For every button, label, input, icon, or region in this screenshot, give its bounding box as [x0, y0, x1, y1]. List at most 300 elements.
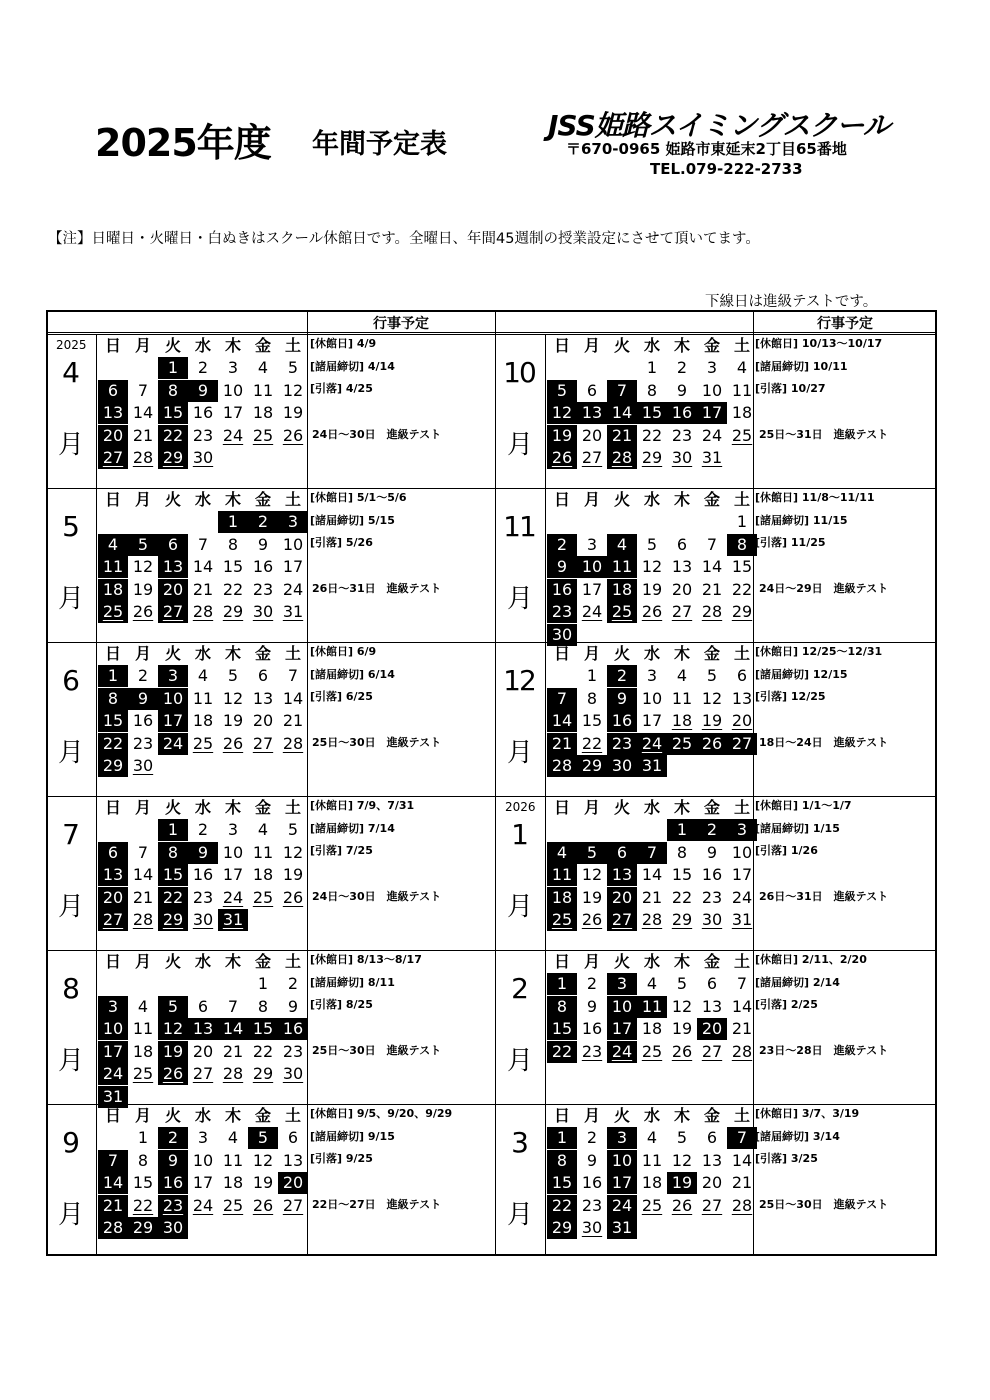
- calendar-day: 15: [547, 1018, 577, 1040]
- calendar-day: 18: [641, 1173, 663, 1193]
- weekday-label: 土: [733, 798, 750, 817]
- calendar-day: 30: [192, 448, 214, 468]
- calendar-day: 26: [547, 447, 577, 469]
- weekday-label: 火: [613, 1106, 630, 1125]
- calendar-day: 28: [132, 448, 154, 468]
- calendar-day: 3: [727, 819, 757, 841]
- weekday-label: 火: [613, 490, 630, 509]
- weekday-label: 月: [583, 336, 600, 355]
- month-year: 2026: [505, 800, 536, 814]
- calendar-day: 8: [547, 1150, 577, 1172]
- calendar-day: 7: [706, 534, 718, 554]
- calendar-day: 25: [547, 909, 577, 931]
- weekday-label: 水: [643, 490, 660, 509]
- promotion-test: 24日～30日 進級テスト: [312, 890, 442, 903]
- calendar-day: 21: [132, 425, 154, 445]
- calendar-day: 6: [706, 974, 718, 993]
- calendar-day: 5: [287, 358, 299, 377]
- calendar-day: 10: [222, 842, 244, 862]
- weekday-label: 火: [164, 952, 181, 971]
- month-label: 月: [57, 1200, 84, 1230]
- calendar-day: 25: [132, 1064, 154, 1084]
- calendar-day: 1: [158, 357, 188, 379]
- calendar-day: 17: [222, 403, 244, 423]
- calendar-day: 10: [577, 556, 607, 578]
- calendar-day: 26: [222, 733, 244, 753]
- calendar-day: 1: [137, 1128, 149, 1147]
- calendar-day: 16: [607, 710, 637, 732]
- column-divider: [495, 312, 496, 1254]
- calendar-day: 14: [641, 865, 663, 885]
- calendar-day: 3: [586, 534, 598, 554]
- calendar-day: 16: [158, 1172, 188, 1194]
- calendar-day: 7: [137, 380, 149, 400]
- calendar-day: 19: [667, 1172, 697, 1194]
- event-line: [諸届締切] 6/14: [310, 667, 395, 681]
- month-number: 6: [62, 664, 80, 697]
- promotion-test: 25日～30日 進級テスト: [312, 1044, 442, 1057]
- calendar-day: 22: [581, 733, 603, 753]
- calendar-day: 30: [282, 1064, 304, 1084]
- calendar-day: 9: [188, 842, 218, 864]
- event-line: [休館日] 3/7、3/19: [755, 1107, 860, 1120]
- events-header-left: 行事予定: [373, 316, 429, 332]
- calendar-day: 16: [581, 1173, 603, 1193]
- calendar-day: 5: [646, 534, 658, 554]
- month-label: 月: [506, 1046, 533, 1076]
- event-line: [諸届締切] 4/14: [310, 359, 395, 373]
- calendar-day: 28: [701, 602, 723, 622]
- calendar-day: 11: [252, 842, 274, 862]
- weekday-label: 水: [643, 644, 660, 663]
- calendar-day: 24: [98, 1063, 128, 1085]
- calendar-day: 18: [222, 1173, 244, 1193]
- weekday-label: 土: [284, 490, 301, 509]
- calendar-day: 12: [158, 1018, 188, 1040]
- calendar-day: 15: [547, 1172, 577, 1194]
- calendar-day: 8: [98, 688, 128, 710]
- calendar-day: 1: [257, 974, 269, 993]
- weekday-label: 日: [104, 952, 121, 971]
- weekday-label: 日: [553, 952, 570, 971]
- calendar-day: 11: [641, 1150, 663, 1170]
- calendar-day: 13: [158, 556, 188, 578]
- calendar-day: 13: [98, 402, 128, 424]
- calendar-day: 20: [697, 1018, 727, 1040]
- calendar-day: 5: [706, 666, 718, 685]
- event-line: [休館日] 7/9、7/31: [310, 799, 415, 812]
- calendar-day: 11: [252, 380, 274, 400]
- event-line: [諸届締切] 1/15: [755, 821, 840, 835]
- event-line: [引落] 12/25: [755, 690, 826, 703]
- calendar-day: 8: [137, 1150, 149, 1170]
- calendar-day: 26: [581, 910, 603, 930]
- calendar-day: 24: [581, 602, 603, 622]
- calendar-day: 18: [641, 1019, 663, 1039]
- calendar-day: 23: [607, 733, 637, 755]
- month-number: 2: [511, 972, 529, 1005]
- calendar-day: 9: [607, 688, 637, 710]
- calendar-day: 31: [98, 1086, 128, 1108]
- calendar-day: 2: [547, 534, 577, 556]
- calendar-day: 19: [252, 1173, 274, 1193]
- weekday-label: 火: [164, 336, 181, 355]
- calendar-day: 7: [98, 1150, 128, 1172]
- weekday-label: 水: [194, 952, 211, 971]
- calendar-day: 19: [282, 403, 304, 423]
- calendar-day: 16: [667, 402, 697, 424]
- weekday-label: 土: [733, 336, 750, 355]
- calendar-day: 10: [607, 996, 637, 1018]
- event-line: [休館日] 12/25～12/31: [755, 645, 883, 658]
- event-line: [引落] 9/25: [310, 1152, 373, 1165]
- calendar-day: 4: [547, 842, 577, 864]
- calendar-day: 26: [282, 425, 304, 445]
- calendar-day: 11: [731, 380, 753, 400]
- calendar-day: 17: [581, 579, 603, 599]
- calendar-day: 13: [607, 864, 637, 886]
- calendar-day: 6: [197, 996, 209, 1016]
- event-line: [諸届締切] 7/14: [310, 821, 395, 835]
- calendar-day: 26: [671, 1041, 693, 1061]
- calendar-day: 13: [188, 1018, 218, 1040]
- month-number: 3: [511, 1126, 529, 1159]
- weekday-label: 月: [583, 798, 600, 817]
- school-address: 〒670-0965 姫路市東延末2丁目65番地: [566, 140, 847, 158]
- month-number: 8: [62, 972, 80, 1005]
- calendar-day: 9: [287, 996, 299, 1016]
- weekday-label: 日: [553, 1106, 570, 1125]
- calendar-day: 24: [607, 1041, 637, 1063]
- calendar-day: 15: [132, 1173, 154, 1193]
- calendar-day: 22: [547, 1041, 577, 1063]
- calendar-day: 16: [547, 579, 577, 601]
- event-line: [引落] 10/27: [755, 382, 826, 395]
- calendar-day: 11: [98, 556, 128, 578]
- weekday-label: 土: [733, 1106, 750, 1125]
- event-line: [休館日] 4/9: [310, 337, 377, 350]
- calendar-day: 20: [701, 1173, 723, 1193]
- calendar-day: 30: [671, 448, 693, 468]
- calendar-day: 10: [222, 380, 244, 400]
- calendar-day: 24: [637, 733, 667, 755]
- calendar-day: 14: [701, 557, 723, 577]
- calendar-day: 5: [676, 974, 688, 993]
- calendar-day: 15: [671, 865, 693, 885]
- weekday-label: 金: [254, 336, 271, 355]
- calendar-day: 7: [137, 842, 149, 862]
- calendar-day: 2: [197, 358, 209, 377]
- promotion-test: 23日～28日 進級テスト: [759, 1044, 889, 1057]
- calendar-day: 9: [676, 380, 688, 400]
- events-list: [755, 1103, 859, 1171]
- weekday-label: 木: [673, 952, 690, 971]
- promotion-test: 25日～31日 進級テスト: [759, 428, 889, 441]
- calendar-day: 10: [641, 688, 663, 708]
- month-label: 月: [506, 892, 533, 922]
- event-line: [休館日] 11/8～11/11: [755, 491, 875, 504]
- calendar-day: 27: [98, 909, 128, 931]
- calendar-day: 2: [158, 1127, 188, 1149]
- event-line: [引落] 1/26: [755, 844, 818, 857]
- weekday-label: 月: [134, 1106, 151, 1125]
- calendar-day: 5: [227, 666, 239, 685]
- school-tel: TEL.079-222-2733: [650, 160, 803, 178]
- calendar-day: 3: [98, 996, 128, 1018]
- calendar-day: 25: [192, 733, 214, 753]
- column-divider: [96, 334, 97, 1254]
- calendar-day: 30: [132, 756, 154, 776]
- calendar-day: 24: [282, 579, 304, 599]
- calendar-day: 12: [671, 996, 693, 1016]
- page-title: 2025年度: [95, 121, 271, 165]
- weekday-label: 金: [254, 490, 271, 509]
- weekday-label: 水: [194, 798, 211, 817]
- weekday-label: 水: [194, 1106, 211, 1125]
- events-list: [310, 641, 395, 709]
- weekday-label: 火: [613, 336, 630, 355]
- calendar-day: 21: [641, 887, 663, 907]
- calendar-day: 23: [192, 887, 214, 907]
- calendar-day: 31: [218, 909, 248, 931]
- weekday-label: 土: [284, 1106, 301, 1125]
- calendar-day: 14: [132, 865, 154, 885]
- calendar-day: 21: [731, 1019, 753, 1039]
- month-label: 月: [57, 892, 84, 922]
- weekday-label: 火: [613, 798, 630, 817]
- calendar-day: 23: [132, 733, 154, 753]
- calendar-day: 21: [98, 1195, 128, 1217]
- calendar-day: 9: [706, 842, 718, 862]
- month-label: 月: [57, 738, 84, 768]
- calendar-day: 2: [697, 819, 727, 841]
- weekday-label: 火: [613, 952, 630, 971]
- weekday-label: 日: [553, 798, 570, 817]
- event-line: [引落] 7/25: [310, 844, 373, 857]
- calendar-day: 16: [581, 1019, 603, 1039]
- weekday-label: 日: [104, 644, 121, 663]
- calendar-day: 29: [731, 602, 753, 622]
- calendar-day: 9: [158, 1150, 188, 1172]
- calendar-day: 24: [701, 425, 723, 445]
- calendar-day: 19: [581, 887, 603, 907]
- calendar-day: 14: [731, 1150, 753, 1170]
- notice-text: 【注】日曜日・火曜日・白ぬきはスクール休館日です。全曜日、年間45週制の授業設定にさせて頂いてます。: [48, 231, 760, 247]
- calendar-day: 29: [158, 447, 188, 469]
- calendar-day: 17: [222, 865, 244, 885]
- promotion-test: 25日～30日 進級テスト: [312, 736, 442, 749]
- calendar-day: 16: [192, 865, 214, 885]
- calendar-day: 7: [736, 974, 748, 993]
- calendar-day: 1: [667, 819, 697, 841]
- calendar-day: 4: [646, 1128, 658, 1147]
- calendar-day: 5: [547, 380, 577, 402]
- calendar-day: 1: [586, 666, 598, 685]
- calendar-day: 18: [192, 711, 214, 731]
- calendar-day: 2: [607, 665, 637, 687]
- calendar-day: 16: [192, 403, 214, 423]
- events-list: [755, 333, 882, 401]
- weekday-label: 水: [643, 798, 660, 817]
- calendar-day: 5: [287, 820, 299, 839]
- calendar-day: 18: [607, 579, 637, 601]
- calendar-day: 15: [731, 557, 753, 577]
- calendar-day: 13: [98, 864, 128, 886]
- calendar-day: 6: [706, 1128, 718, 1147]
- calendar-day: 12: [641, 557, 663, 577]
- calendar-day: 10: [282, 534, 304, 554]
- calendar-day: 29: [252, 1064, 274, 1084]
- calendar-day: 24: [222, 887, 244, 907]
- calendar-day: 2: [197, 820, 209, 839]
- calendar-day: 18: [252, 403, 274, 423]
- calendar-day: 2: [248, 511, 278, 533]
- calendar-day: 4: [257, 820, 269, 839]
- calendar-day: 7: [607, 380, 637, 402]
- promotion-test: 25日～30日 進級テスト: [759, 1198, 889, 1211]
- weekday-label: 日: [553, 336, 570, 355]
- calendar-day: 23: [671, 425, 693, 445]
- event-line: [引落] 5/26: [310, 536, 373, 549]
- calendar-day: 3: [227, 358, 239, 377]
- calendar-day: 27: [607, 909, 637, 931]
- calendar-day: 21: [192, 579, 214, 599]
- month-label: 月: [57, 1046, 84, 1076]
- calendar-day: 2: [586, 1128, 598, 1147]
- promotion-test: 24日～29日 進級テスト: [759, 582, 889, 595]
- calendar-day: 24: [731, 887, 753, 907]
- calendar-day: 30: [158, 1217, 188, 1239]
- calendar-day: 20: [98, 425, 128, 447]
- weekday-label: 木: [224, 644, 241, 663]
- weekday-label: 金: [254, 798, 271, 817]
- calendar-day: 23: [252, 579, 274, 599]
- events-header-right: 行事予定: [817, 316, 873, 332]
- calendar-day: 10: [98, 1018, 128, 1040]
- weekday-label: 木: [673, 1106, 690, 1125]
- calendar-day: 13: [731, 688, 753, 708]
- calendar-day: 5: [676, 1128, 688, 1147]
- calendar-day: 15: [581, 711, 603, 731]
- weekday-label: 木: [673, 336, 690, 355]
- weekday-label: 金: [254, 644, 271, 663]
- calendar-day: 27: [671, 602, 693, 622]
- calendar-day: 12: [547, 402, 577, 424]
- month-number: 12: [503, 664, 535, 697]
- event-line: [諸届締切] 2/14: [755, 975, 840, 989]
- event-line: [引落] 2/25: [755, 998, 818, 1011]
- calendar-day: 20: [278, 1172, 308, 1194]
- calendar-day: 27: [158, 601, 188, 623]
- calendar-day: 27: [98, 447, 128, 469]
- calendar-day: 12: [581, 865, 603, 885]
- calendar-day: 17: [282, 557, 304, 577]
- calendar-day: 25: [252, 887, 274, 907]
- calendar-day: 7: [547, 688, 577, 710]
- calendar-day: 4: [257, 358, 269, 377]
- calendar-day: 20: [581, 425, 603, 445]
- calendar-day: 6: [257, 666, 269, 685]
- calendar-day: 6: [98, 842, 128, 864]
- month-label: 月: [506, 1200, 533, 1230]
- calendar-day: 6: [287, 1128, 299, 1147]
- calendar-day: 16: [278, 1018, 308, 1040]
- weekday-label: 月: [134, 952, 151, 971]
- weekday-label: 金: [703, 336, 720, 355]
- weekday-label: 月: [134, 490, 151, 509]
- calendar-day: 22: [252, 1041, 274, 1061]
- calendar-day: 21: [132, 887, 154, 907]
- calendar-day: 26: [158, 1063, 188, 1085]
- calendar-day: 15: [158, 864, 188, 886]
- calendar-day: 14: [218, 1018, 248, 1040]
- calendar-day: 10: [731, 842, 753, 862]
- event-line: [休館日] 2/11、2/20: [755, 953, 867, 966]
- weekday-label: 水: [643, 952, 660, 971]
- calendar-day: 27: [727, 733, 757, 755]
- weekday-label: 木: [673, 490, 690, 509]
- calendar-day: 8: [158, 842, 188, 864]
- calendar-day: 26: [697, 733, 727, 755]
- calendar-day: 14: [607, 402, 637, 424]
- calendar-day: 29: [222, 602, 244, 622]
- calendar-day: 6: [98, 380, 128, 402]
- calendar-day: 18: [252, 865, 274, 885]
- month-number: 4: [62, 356, 80, 389]
- calendar-day: 9: [547, 556, 577, 578]
- calendar-day: 13: [671, 557, 693, 577]
- event-line: [休館日] 5/1～5/6: [310, 491, 407, 504]
- calendar-day: 30: [252, 602, 274, 622]
- calendar-day: 17: [98, 1041, 128, 1063]
- calendar-day: 26: [282, 887, 304, 907]
- calendar-day: 12: [282, 380, 304, 400]
- promotion-test: 24日～30日 進級テスト: [312, 428, 442, 441]
- calendar-day: 28: [731, 1041, 753, 1061]
- calendar-day: 19: [158, 1041, 188, 1063]
- calendar-day: 1: [547, 973, 577, 995]
- calendar-day: 6: [676, 534, 688, 554]
- calendar-day: 4: [98, 534, 128, 556]
- calendar-day: 1: [158, 819, 188, 841]
- calendar-day: 20: [671, 579, 693, 599]
- weekday-label: 水: [643, 1106, 660, 1125]
- calendar-day: 17: [607, 1172, 637, 1194]
- weekday-label: 土: [284, 952, 301, 971]
- calendar-day: 29: [158, 909, 188, 931]
- weekday-label: 土: [733, 490, 750, 509]
- calendar-day: 3: [646, 666, 658, 685]
- calendar-day: 25: [98, 601, 128, 623]
- calendar-day: 29: [577, 755, 607, 777]
- calendar-day: 3: [706, 358, 718, 377]
- calendar-day: 21: [282, 711, 304, 731]
- calendar-day: 22: [547, 1195, 577, 1217]
- calendar-day: 25: [731, 425, 753, 445]
- calendar-day: 15: [222, 557, 244, 577]
- events-list: [755, 487, 875, 555]
- weekday-label: 日: [104, 336, 121, 355]
- event-line: [諸届締切] 3/14: [755, 1129, 840, 1143]
- weekday-label: 月: [134, 336, 151, 355]
- calendar-day: 7: [637, 842, 667, 864]
- calendar-day: 7: [197, 534, 209, 554]
- calendar-day: 8: [586, 688, 598, 708]
- calendar-table: [46, 310, 937, 1256]
- calendar-day: 18: [132, 1041, 154, 1061]
- calendar-day: 23: [158, 1195, 188, 1217]
- calendar-day: 21: [731, 1173, 753, 1193]
